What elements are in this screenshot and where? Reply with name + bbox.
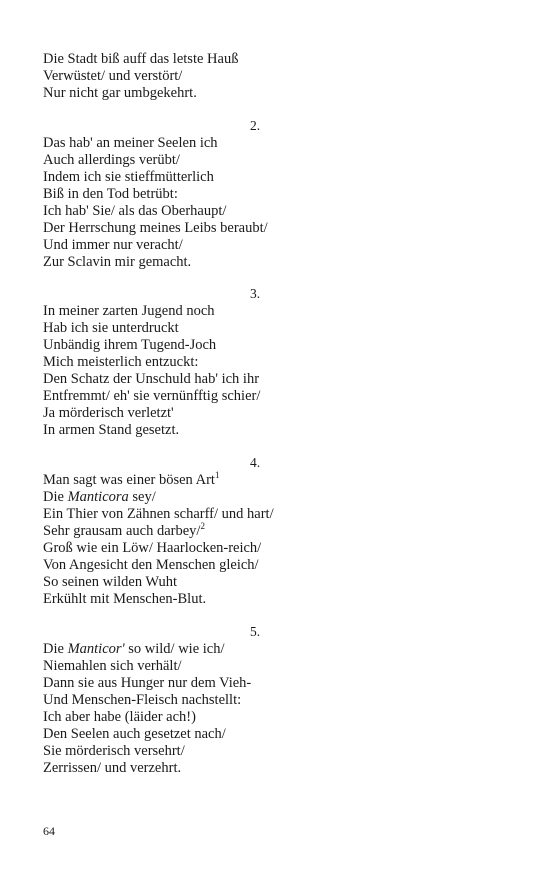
verse-text: Sehr grausam auch darbey/: [43, 523, 201, 539]
verse-text: Die Stadt biß auff das letste Hauß: [43, 51, 239, 67]
verse-line: [43, 320, 513, 337]
verse-line: [43, 354, 513, 371]
verse-line: [43, 337, 513, 354]
verse-text: Dann sie aus Hunger nur dem Vieh-: [43, 675, 252, 691]
page-number: 64: [43, 824, 55, 838]
verse-line: [43, 540, 513, 557]
verse-line: [43, 743, 513, 760]
verse-text: Nur nicht gar umbgekehrt.: [43, 85, 197, 101]
verse-line: [43, 692, 513, 709]
verse-line: [43, 760, 513, 777]
stanza-number: 5.: [250, 624, 261, 639]
verse-line: [43, 574, 513, 591]
verse-line: [43, 152, 513, 169]
stanza-5: [43, 624, 513, 777]
verse-line: [43, 51, 513, 68]
verse-text: Sie mörderisch versehrt/: [43, 743, 185, 759]
verse-text: Und Menschen-Fleisch nachstellt:: [43, 692, 242, 708]
italic-term: Manticor': [67, 641, 125, 657]
verse-text: Mich meisterlich entzuckt:: [43, 354, 199, 370]
verse-line: [43, 135, 513, 152]
verse-text: Unbändig ihrem Tugend-Joch: [43, 337, 217, 353]
stanza-2: [43, 118, 513, 271]
verse-text: Ja mörderisch verletzt': [43, 405, 174, 421]
footnote-marker: 1: [214, 470, 220, 480]
verse-text: Ein Thier von Zähnen scharff/ und hart/: [43, 506, 274, 522]
verse-line: [43, 85, 513, 102]
verse-line: [43, 523, 513, 540]
verse-text: Zur Sclavin mir gemacht.: [43, 254, 192, 270]
verse-text: In armen Stand gesetzt.: [43, 422, 180, 438]
verse-line: [43, 641, 513, 658]
stanza-number: 2.: [250, 118, 261, 133]
verse-line: [43, 186, 513, 203]
verse-line: [43, 237, 513, 254]
verse-text: Indem ich sie stieffmütterlich: [43, 169, 214, 185]
verse-line: [43, 405, 513, 422]
verse-text: Der Herrschung meines Leibs beraubt/: [43, 220, 268, 236]
verse-line: [43, 203, 513, 220]
verse-text: Niemahlen sich verhält/: [43, 658, 182, 674]
verse-line: [43, 472, 513, 489]
verse-text: Erkühlt mit Menschen-Blut.: [43, 591, 207, 607]
verse-line: [43, 506, 513, 523]
verse-line: [43, 422, 513, 439]
verse-text: Von Angesicht den Menschen gleich/: [43, 557, 259, 573]
verse-text: Hab ich sie unterdruckt: [43, 320, 179, 336]
verse-text: Auch allerdings verübt/: [43, 152, 180, 168]
verse-text: So seinen wilden Wuht: [43, 574, 178, 590]
verse-text: Die: [43, 641, 68, 657]
verse-line: [43, 726, 513, 743]
verse-line: [43, 371, 513, 388]
verse-text: Zerrissen/ und verzehrt.: [43, 760, 182, 776]
verse-line: [43, 388, 513, 405]
verse-text: Den Schatz der Unschuld hab' ich ihr: [43, 371, 260, 387]
stanza-1: [43, 51, 513, 102]
stanza-number: 4.: [250, 455, 261, 470]
verse-line: [43, 591, 513, 608]
verse-text: Den Seelen auch gesetzet nach/: [43, 726, 226, 742]
verse-text: Und immer nur veracht/: [43, 237, 183, 253]
verse-line: [43, 220, 513, 237]
stanza-4: [43, 455, 513, 608]
verse-text: so wild/ wie ich/: [124, 641, 225, 657]
italic-term: Manticora: [67, 489, 129, 505]
verse-line: [43, 68, 513, 85]
stanza-3: [43, 286, 513, 439]
verse-text: sey/: [128, 489, 156, 505]
verse-text: Biß in den Tod betrübt:: [43, 186, 178, 202]
verse-text: Verwüstet/ und verstört/: [43, 68, 183, 84]
verse-line: [43, 709, 513, 726]
verse-text: Man sagt was einer bösen Art: [43, 472, 215, 488]
verse-text: Groß wie ein Löw/ Haarlocken-reich/: [43, 540, 262, 556]
verse-line: [43, 303, 513, 320]
verse-text: Ich aber habe (läider ach!): [43, 709, 196, 725]
verse-text: Entfremmt/ eh' sie vernünfftig schier/: [43, 388, 261, 404]
verse-line: [43, 169, 513, 186]
verse-line: [43, 557, 513, 574]
verse-line: [43, 658, 513, 675]
footnote-marker: 2: [200, 521, 205, 531]
verse-text: Ich hab' Sie/ als das Oberhaupt/: [43, 203, 227, 219]
verse-text: In meiner zarten Jugend noch: [43, 303, 215, 319]
verse-text: Die: [43, 489, 68, 505]
verse-line: [43, 254, 513, 271]
verse-line: [43, 489, 513, 506]
verse-line: [43, 675, 513, 692]
stanza-number: 3.: [250, 286, 261, 301]
verse-text: Das hab' an meiner Seelen ich: [43, 135, 218, 151]
